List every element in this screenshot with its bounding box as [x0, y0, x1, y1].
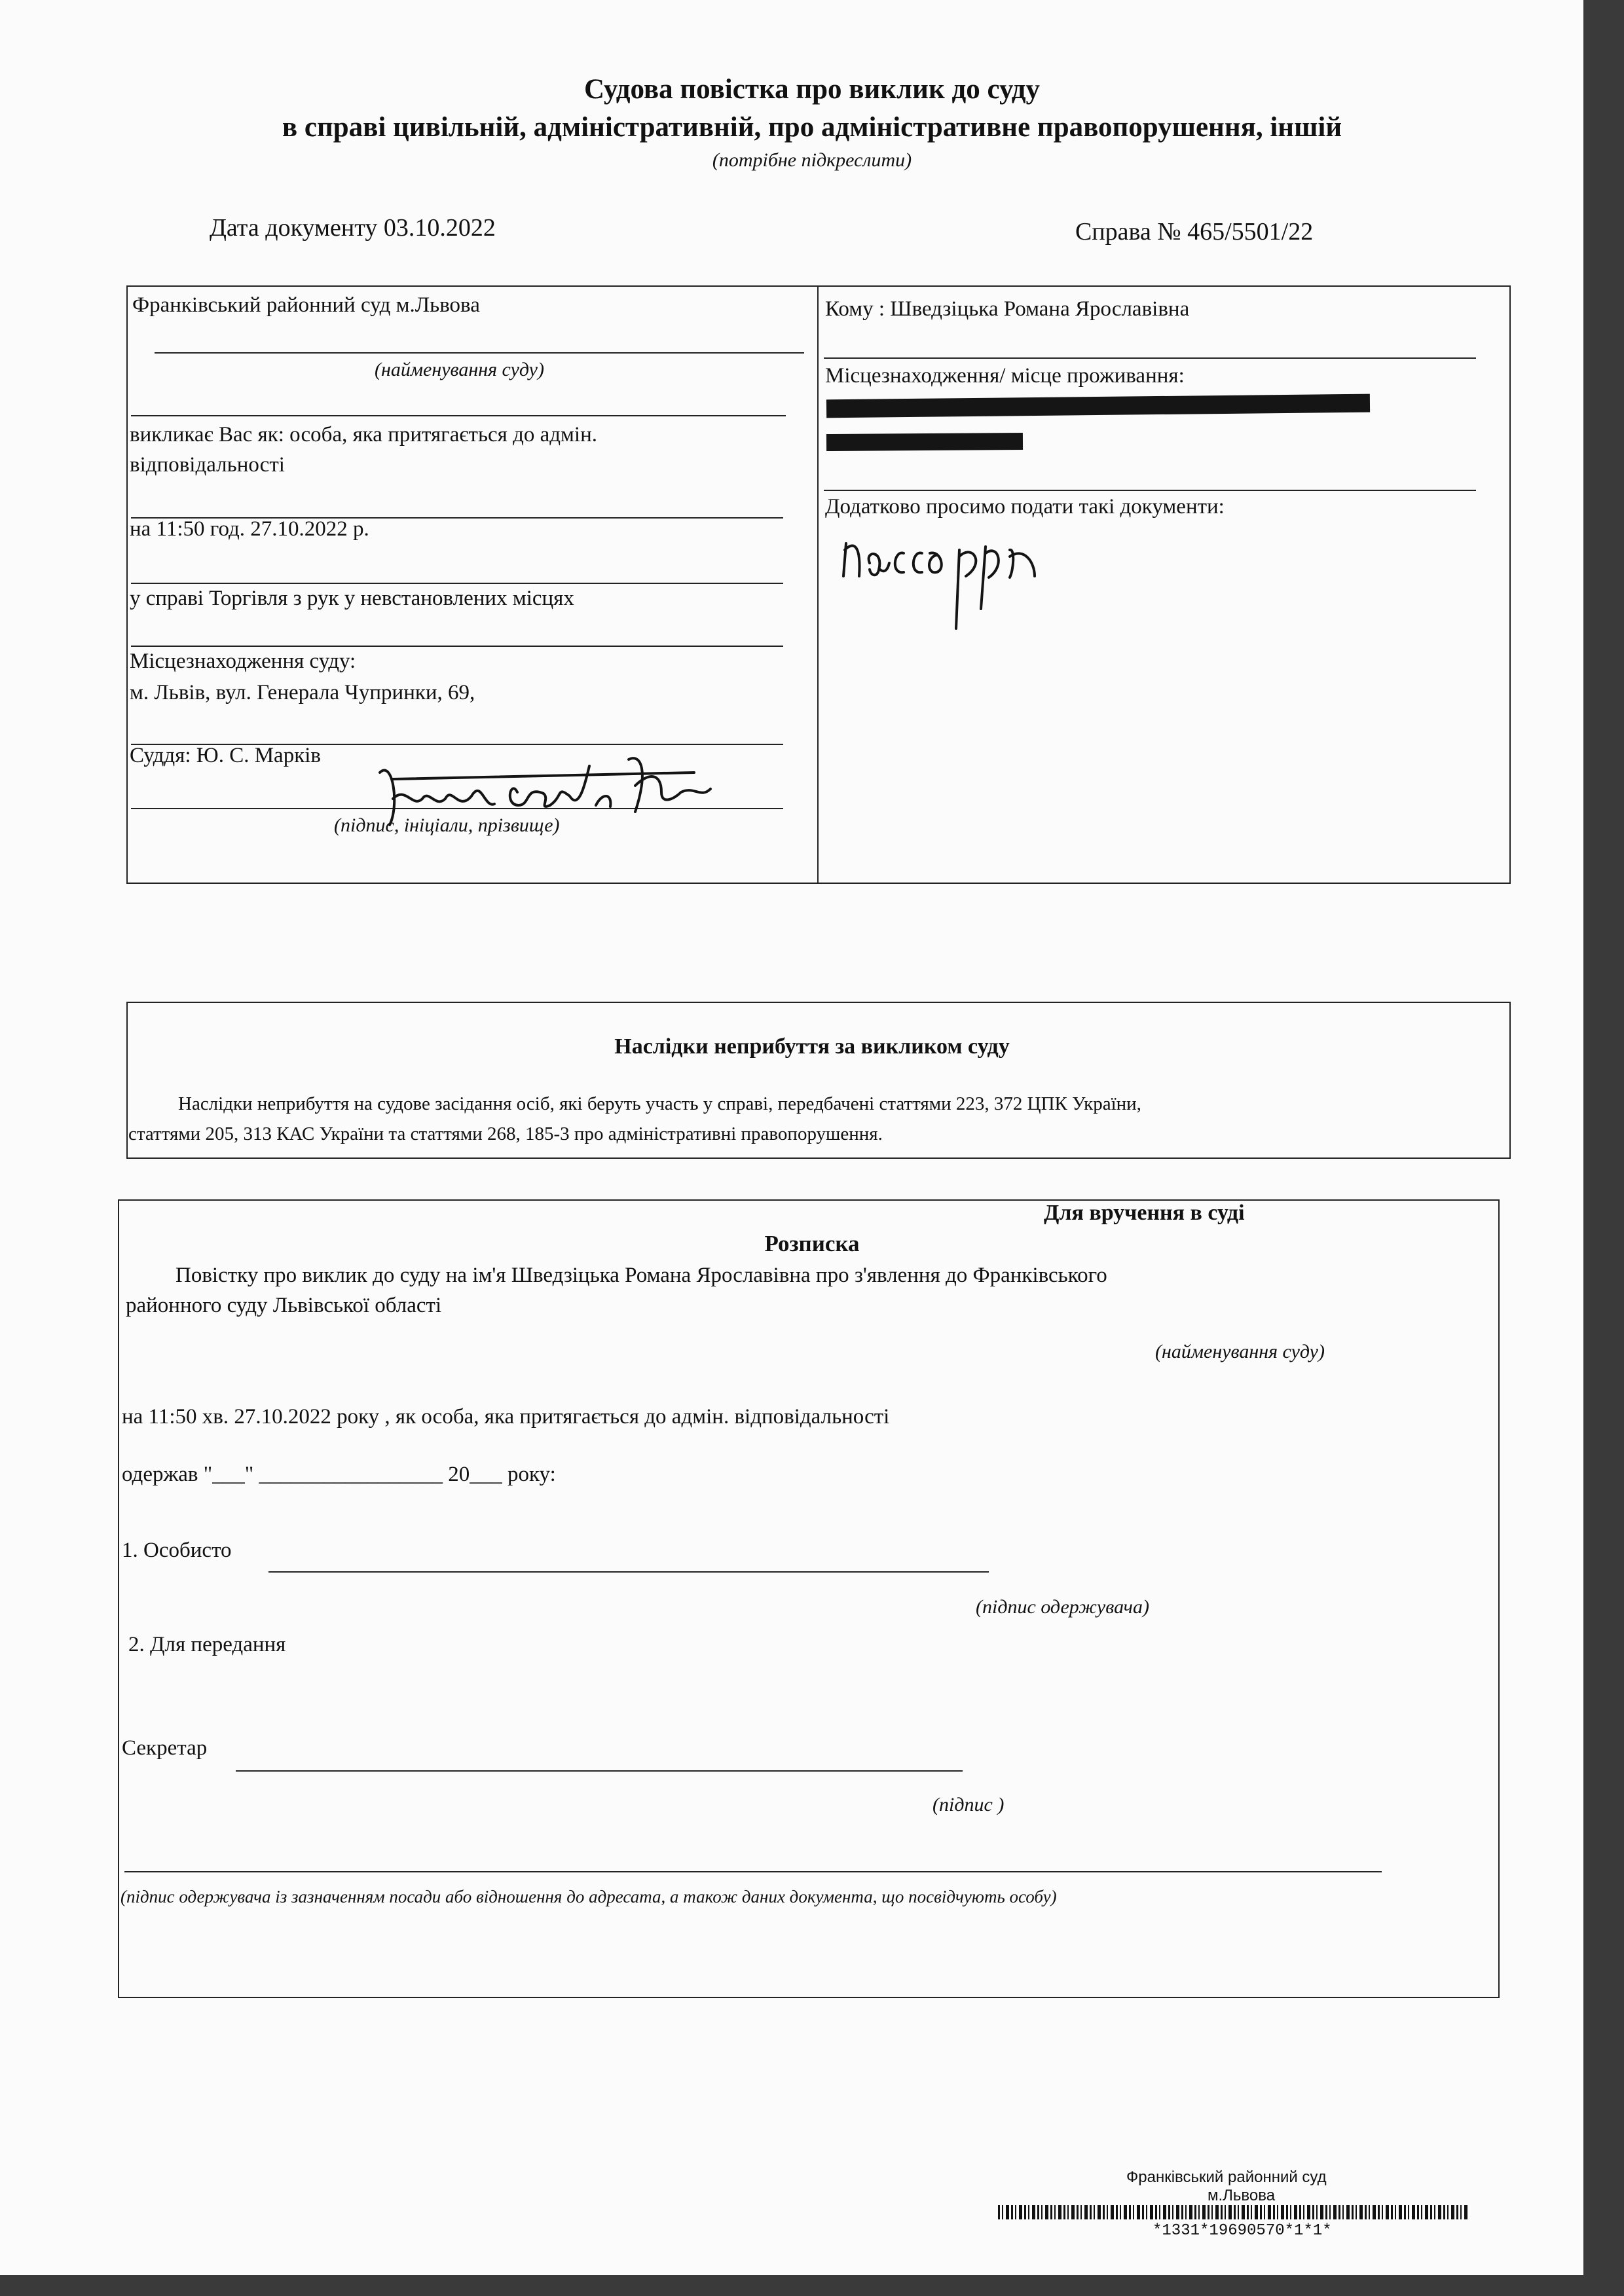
extra-docs-label: Додатково просимо подати такі документи:	[825, 495, 1225, 519]
footer-court-line-1: Франківський районний суд	[1126, 2168, 1327, 2186]
court-location-value: м. Львів, вул. Генерала Чупринки, 69,	[130, 681, 475, 704]
barcode-text: *1331*19690570*1*1*	[1153, 2222, 1332, 2240]
document-date: Дата документу 03.10.2022	[210, 214, 496, 242]
receipt-box	[118, 1199, 1500, 1998]
case-number: Справа № 465/5501/22	[1075, 218, 1314, 246]
title-note: (потрібне підкреслити)	[712, 149, 912, 171]
secretary-sign-caption: (підпис )	[932, 1794, 1005, 1815]
personally-signature-line	[268, 1571, 989, 1573]
for-court-label: Для вручення в суді	[1044, 1201, 1245, 1225]
receipt-line-2: районного суду Львівської області	[126, 1294, 442, 1317]
hearing-time: на 11:50 год. 27.10.2022 р.	[130, 517, 369, 541]
column-divider	[817, 285, 819, 883]
receipt-title: Розписка	[764, 1231, 860, 1256]
consequences-text-1: Наслідки неприбуття на судове засідання осіб, які беруть участь у справі, передбачені статтями 223, 372 ЦПК України,	[178, 1093, 1141, 1114]
receipt-time-line: на 11:50 хв. 27.10.2022 року , як особа, яка притягається до адмін. відповідальності	[122, 1405, 890, 1429]
footer-court-line-2: м.Львова	[1208, 2187, 1276, 2204]
court-name: Франківський районний суд м.Львова	[132, 293, 480, 317]
for-transfer-label: 2. Для передання	[128, 1633, 286, 1656]
consequences-title: Наслідки неприбуття за викликом суду	[614, 1034, 1010, 1059]
receipt-bottom-caption: (підпис одержувача із зазначенням посади або відношення до адресата, а також даних документа, що посвідчують особу)	[120, 1887, 1057, 1906]
address-label: Місцезнаходження/ місце проживання:	[825, 364, 1185, 388]
judge-name: Суддя: Ю. С. Марків	[130, 744, 321, 767]
redacted-address-2	[826, 433, 1023, 451]
title-line-2: в справі цивільній, адміністративній, про адміністративне правопорушення, іншій	[282, 112, 1342, 143]
judge-caption: (підпис, ініціали, прізвище)	[334, 814, 560, 836]
received-date-line: одержав "___" _________________ 20___ року:	[122, 1463, 556, 1486]
case-subject: у справі Торгівля з рук у невстановлених місцях	[130, 587, 574, 610]
court-location-label: Місцезнаходження суду:	[130, 649, 356, 673]
court-name-caption: (найменування суду)	[375, 359, 544, 380]
receiver-sign-caption: (підпис одержувача)	[976, 1596, 1149, 1618]
personally-label: 1. Особисто	[122, 1539, 232, 1562]
summons-role-line-2: відповідальності	[130, 453, 285, 477]
recipient-name: Кому : Шведзіцька Романа Ярославівна	[825, 297, 1190, 321]
summons-role-line-1: викликає Вас як: особа, яка притягається до адмін.	[130, 423, 598, 446]
receipt-court-caption: (найменування суду)	[1155, 1341, 1325, 1362]
barcode	[998, 2205, 1469, 2219]
secretary-label: Секретар	[122, 1736, 208, 1760]
title-line-1: Судова повістка про виклик до суду	[583, 74, 1041, 105]
judge-signature	[354, 733, 720, 838]
secretary-signature-line	[236, 1770, 963, 1772]
handwritten-passport-note	[838, 524, 1054, 635]
summons-box	[126, 285, 1511, 884]
receipt-line-1: Повістку про виклик до суду на ім'я Шведзіцька Романа Ярославівна про з'явлення до Франківського	[175, 1264, 1107, 1287]
consequences-text-2: статтями 205, 313 КАС України та статтями 268, 185-3 про адміністративні правопорушення.	[128, 1123, 883, 1144]
